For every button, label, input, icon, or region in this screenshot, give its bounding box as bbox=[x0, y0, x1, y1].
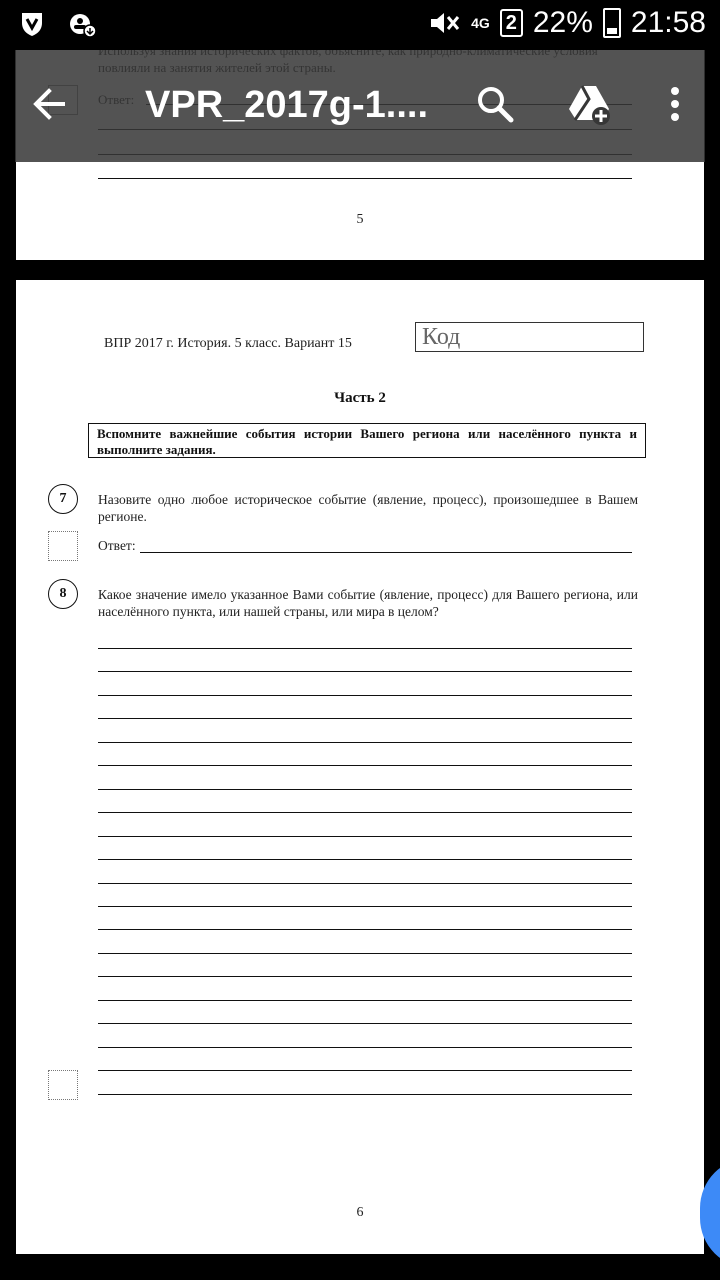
answer-line bbox=[98, 718, 632, 719]
question-7-text: Назовите одно любое историческое событие (явление, процесс), произошедшее в Вашем регионе. bbox=[98, 492, 638, 524]
arrow-back-icon[interactable] bbox=[29, 84, 69, 124]
answer-line bbox=[98, 178, 632, 179]
page-number: 6 bbox=[356, 1205, 364, 1220]
page-header: ВПР 2017 г. История. 5 класс. Вариант 15 bbox=[104, 336, 352, 351]
status-bar bbox=[0, 0, 720, 50]
question-number: 7 bbox=[48, 484, 78, 514]
score-box bbox=[48, 531, 78, 561]
question-number: 8 bbox=[48, 579, 78, 609]
notification-download-icon bbox=[68, 10, 96, 38]
clock: 21:58 bbox=[630, 6, 706, 39]
answer-line bbox=[98, 883, 632, 884]
app-bar bbox=[15, 50, 705, 162]
page-6 bbox=[16, 280, 704, 1254]
answer-line bbox=[98, 789, 632, 790]
network-type: 4G bbox=[471, 15, 490, 31]
battery-icon bbox=[603, 8, 621, 38]
answer-line bbox=[98, 836, 632, 837]
shield-icon bbox=[18, 10, 46, 38]
mute-icon bbox=[427, 9, 461, 37]
sim-slot-badge: 2 bbox=[500, 9, 523, 37]
answer-line bbox=[98, 648, 632, 649]
answer-line bbox=[98, 765, 632, 766]
code-label: Код bbox=[422, 324, 461, 350]
document-title: VPR_2017g-1.... bbox=[145, 84, 429, 126]
answer-line bbox=[98, 1094, 632, 1095]
answer-line bbox=[98, 742, 632, 743]
answer-line bbox=[98, 976, 632, 977]
answer-line bbox=[98, 1023, 632, 1024]
answer-line bbox=[98, 859, 632, 860]
part-title: Часть 2 bbox=[334, 390, 386, 406]
answer-line bbox=[98, 929, 632, 930]
page-number: 5 bbox=[356, 212, 364, 227]
search-icon[interactable] bbox=[473, 82, 517, 126]
answer-line bbox=[140, 552, 632, 553]
code-field bbox=[415, 322, 644, 352]
answer-line bbox=[98, 812, 632, 813]
answer-line bbox=[98, 906, 632, 907]
answer-label: Ответ: bbox=[98, 538, 136, 553]
answer-line bbox=[98, 695, 632, 696]
battery-percent: 22% bbox=[532, 6, 593, 39]
answer-line bbox=[98, 1070, 632, 1071]
answer-line bbox=[98, 1047, 632, 1048]
answer-line bbox=[98, 953, 632, 954]
answer-line bbox=[98, 1000, 632, 1001]
answer-line bbox=[98, 671, 632, 672]
score-box bbox=[48, 1070, 78, 1100]
more-vert-icon[interactable] bbox=[653, 82, 697, 126]
drive-add-icon[interactable] bbox=[567, 82, 611, 126]
question-8-text: Какое значение имело указанное Вами событие (явление, процесс) для Вашего региона, или населённого пункта, или нашей страны, или мира в целом? bbox=[98, 587, 638, 619]
instruction-box: Вспомните важнейшие события истории Вашего региона или населённого пункта и выполните задания. bbox=[88, 423, 646, 458]
